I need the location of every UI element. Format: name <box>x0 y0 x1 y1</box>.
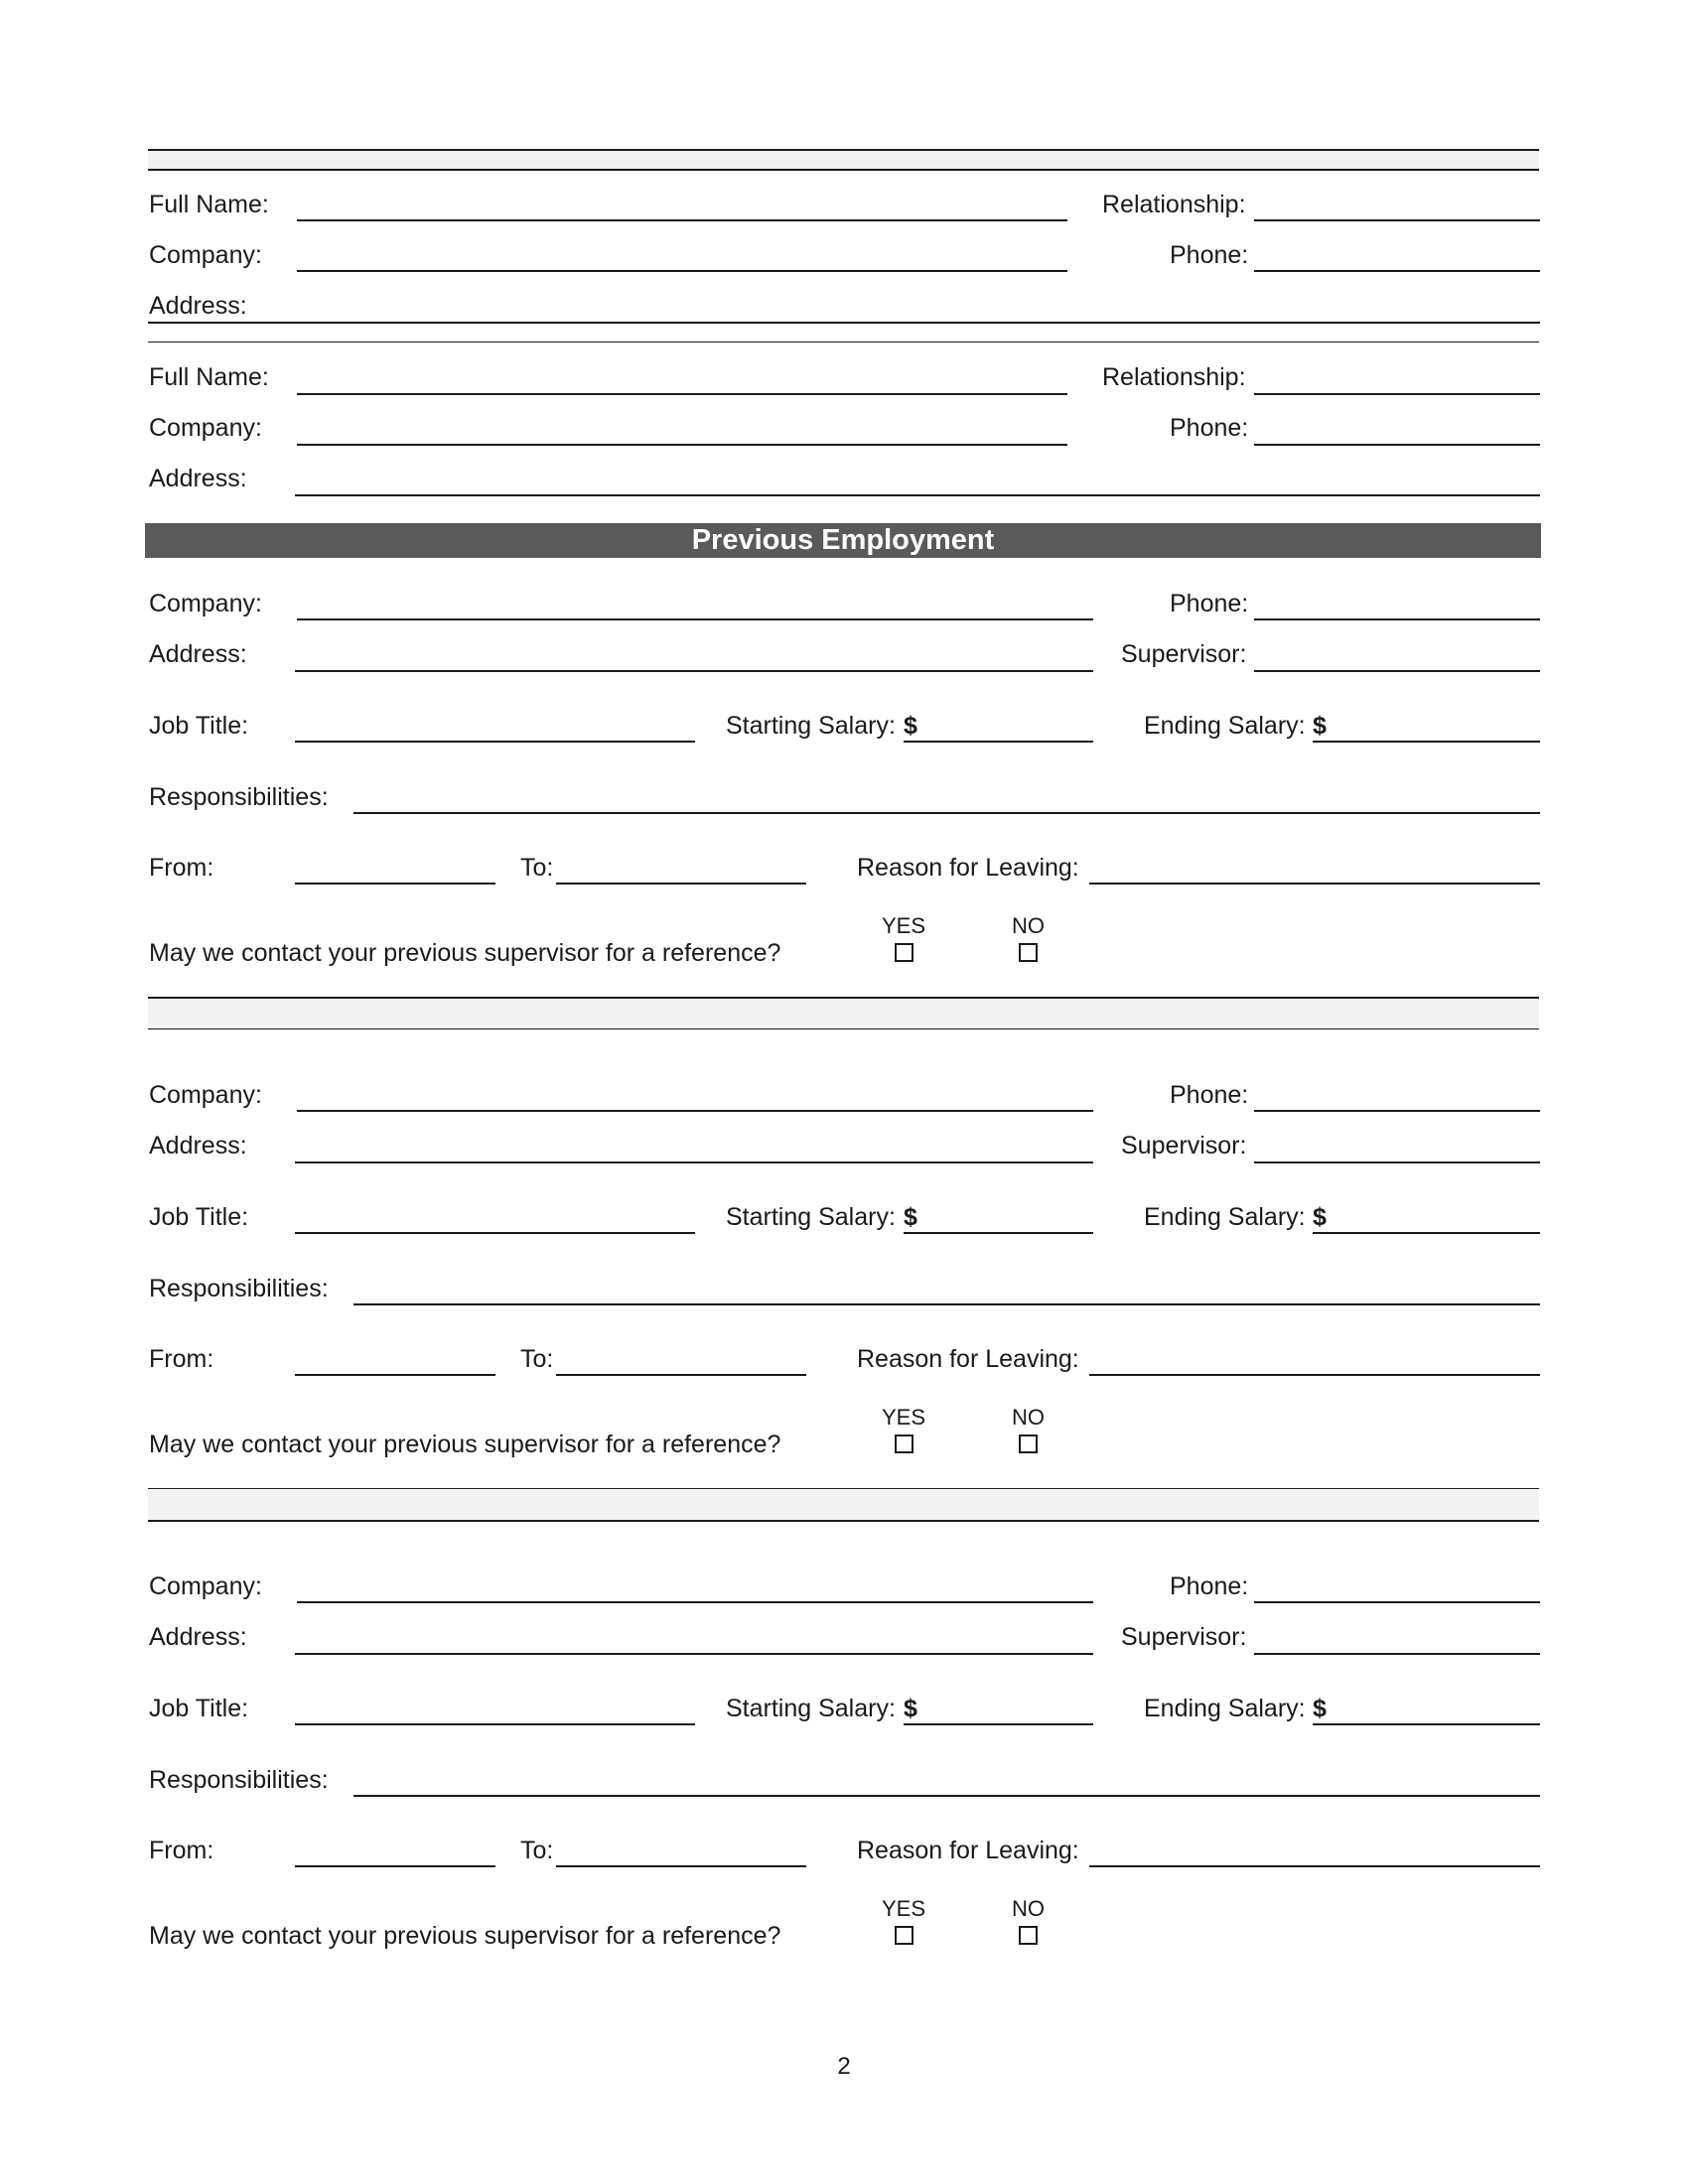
company-label: Company: <box>149 414 262 442</box>
supervisor-field[interactable] <box>1254 670 1540 672</box>
relationship-label: Relationship: <box>1102 363 1246 391</box>
ending-salary-label: Ending Salary: <box>1144 1695 1306 1722</box>
no-option-label: NO <box>1012 913 1045 938</box>
phone-label: Phone: <box>1170 414 1249 442</box>
phone-label: Phone: <box>1170 590 1249 617</box>
no-checkbox[interactable] <box>1019 1434 1038 1453</box>
responsibilities-field[interactable] <box>353 812 1540 814</box>
to-label: To: <box>520 854 554 882</box>
no-checkbox[interactable] <box>1019 1926 1038 1945</box>
starting-salary-label: Starting Salary: <box>726 712 896 740</box>
address-label: Address: <box>149 1132 247 1160</box>
supervisor-field[interactable] <box>1254 1161 1540 1163</box>
supervisor-field[interactable] <box>1254 1653 1540 1655</box>
responsibilities-label: Responsibilities: <box>149 1275 329 1302</box>
ending-salary-label: Ending Salary: <box>1144 1203 1306 1231</box>
to-field[interactable] <box>556 883 806 885</box>
from-field[interactable] <box>295 1374 495 1376</box>
employer-divider-1b <box>148 1028 1539 1029</box>
no-option-label: NO <box>1012 1896 1045 1921</box>
company-field[interactable] <box>297 444 1067 446</box>
ending-salary-currency: $ <box>1313 712 1327 740</box>
to-field[interactable] <box>556 1374 806 1376</box>
company-label: Company: <box>149 1572 262 1600</box>
phone-field[interactable] <box>1254 444 1540 446</box>
ending-salary-currency: $ <box>1313 1203 1327 1231</box>
from-label: From: <box>149 854 214 882</box>
company-field[interactable] <box>297 618 1093 620</box>
full-name-label: Full Name: <box>149 191 269 218</box>
from-field[interactable] <box>295 883 495 885</box>
from-field[interactable] <box>295 1865 495 1867</box>
starting-salary-field[interactable] <box>904 1723 1093 1725</box>
phone-label: Phone: <box>1170 1081 1249 1109</box>
address-label: Address: <box>149 465 247 492</box>
supervisor-label: Supervisor: <box>1121 1623 1247 1651</box>
phone-field[interactable] <box>1254 270 1540 272</box>
employer-divider-band-1 <box>148 999 1539 1028</box>
yes-checkbox[interactable] <box>895 1926 914 1945</box>
ending-salary-field[interactable] <box>1313 741 1540 743</box>
no-option-label: NO <box>1012 1405 1045 1430</box>
job-title-label: Job Title: <box>149 1203 249 1231</box>
to-label: To: <box>520 1837 554 1864</box>
company-field[interactable] <box>297 1601 1093 1603</box>
responsibilities-label: Responsibilities: <box>149 783 329 811</box>
reference-divider <box>148 341 1539 342</box>
address-field[interactable] <box>295 670 1093 672</box>
top-band <box>148 151 1539 169</box>
yes-checkbox[interactable] <box>895 943 914 962</box>
responsibilities-field[interactable] <box>353 1303 1540 1305</box>
starting-salary-label: Starting Salary: <box>726 1203 896 1231</box>
phone-field[interactable] <box>1254 618 1540 620</box>
address-field[interactable] <box>148 322 1540 324</box>
starting-salary-currency: $ <box>904 1203 917 1231</box>
starting-salary-field[interactable] <box>904 741 1093 743</box>
contact-question: May we contact your previous supervisor for a reference? <box>149 1922 781 1950</box>
yes-option-label: YES <box>882 1896 926 1921</box>
address-field[interactable] <box>295 494 1540 496</box>
company-label: Company: <box>149 241 262 269</box>
full-name-field[interactable] <box>297 219 1067 221</box>
top-rule-2 <box>148 169 1539 171</box>
company-label: Company: <box>149 590 262 617</box>
responsibilities-label: Responsibilities: <box>149 1766 329 1794</box>
address-field[interactable] <box>295 1161 1093 1163</box>
relationship-field[interactable] <box>1254 219 1540 221</box>
ending-salary-currency: $ <box>1313 1695 1327 1722</box>
no-checkbox[interactable] <box>1019 943 1038 962</box>
reason-for-leaving-label: Reason for Leaving: <box>857 1345 1079 1373</box>
page-number: 2 <box>837 2053 851 2080</box>
starting-salary-currency: $ <box>904 712 917 740</box>
address-label: Address: <box>149 1623 247 1651</box>
address-field[interactable] <box>295 1653 1093 1655</box>
job-title-field[interactable] <box>295 1232 695 1234</box>
ending-salary-field[interactable] <box>1313 1723 1540 1725</box>
to-field[interactable] <box>556 1865 806 1867</box>
to-label: To: <box>520 1345 554 1373</box>
phone-label: Phone: <box>1170 241 1249 269</box>
job-title-label: Job Title: <box>149 1695 249 1722</box>
address-label: Address: <box>149 292 247 320</box>
relationship-label: Relationship: <box>1102 191 1246 218</box>
full-name-label: Full Name: <box>149 363 269 391</box>
yes-option-label: YES <box>882 913 926 938</box>
previous-employment-header: Previous Employment <box>145 523 1541 558</box>
reason-for-leaving-label: Reason for Leaving: <box>857 1837 1079 1864</box>
job-title-label: Job Title: <box>149 712 249 740</box>
starting-salary-label: Starting Salary: <box>726 1695 896 1722</box>
ending-salary-label: Ending Salary: <box>1144 712 1306 740</box>
ending-salary-field[interactable] <box>1313 1232 1540 1234</box>
company-field[interactable] <box>297 270 1067 272</box>
reason-for-leaving-field[interactable] <box>1089 883 1540 885</box>
from-label: From: <box>149 1837 214 1864</box>
contact-question: May we contact your previous supervisor for a reference? <box>149 939 781 967</box>
responsibilities-field[interactable] <box>353 1795 1540 1797</box>
full-name-field[interactable] <box>297 393 1067 395</box>
employer-divider-2b <box>148 1520 1539 1522</box>
starting-salary-currency: $ <box>904 1695 917 1722</box>
yes-checkbox[interactable] <box>895 1434 914 1453</box>
contact-question: May we contact your previous supervisor for a reference? <box>149 1431 781 1458</box>
starting-salary-field[interactable] <box>904 1232 1093 1234</box>
phone-field[interactable] <box>1254 1110 1540 1112</box>
employer-divider-2 <box>148 1488 1539 1489</box>
yes-option-label: YES <box>882 1405 926 1430</box>
reason-for-leaving-field[interactable] <box>1089 1374 1540 1376</box>
reason-for-leaving-field[interactable] <box>1089 1865 1540 1867</box>
from-label: From: <box>149 1345 214 1373</box>
employer-divider-band-2 <box>148 1490 1539 1520</box>
company-label: Company: <box>149 1081 262 1109</box>
relationship-field[interactable] <box>1254 393 1540 395</box>
company-field[interactable] <box>297 1110 1093 1112</box>
address-label: Address: <box>149 640 247 668</box>
job-title-field[interactable] <box>295 741 695 743</box>
supervisor-label: Supervisor: <box>1121 640 1247 668</box>
phone-label: Phone: <box>1170 1572 1249 1600</box>
supervisor-label: Supervisor: <box>1121 1132 1247 1160</box>
job-title-field[interactable] <box>295 1723 695 1725</box>
phone-field[interactable] <box>1254 1601 1540 1603</box>
reason-for-leaving-label: Reason for Leaving: <box>857 854 1079 882</box>
